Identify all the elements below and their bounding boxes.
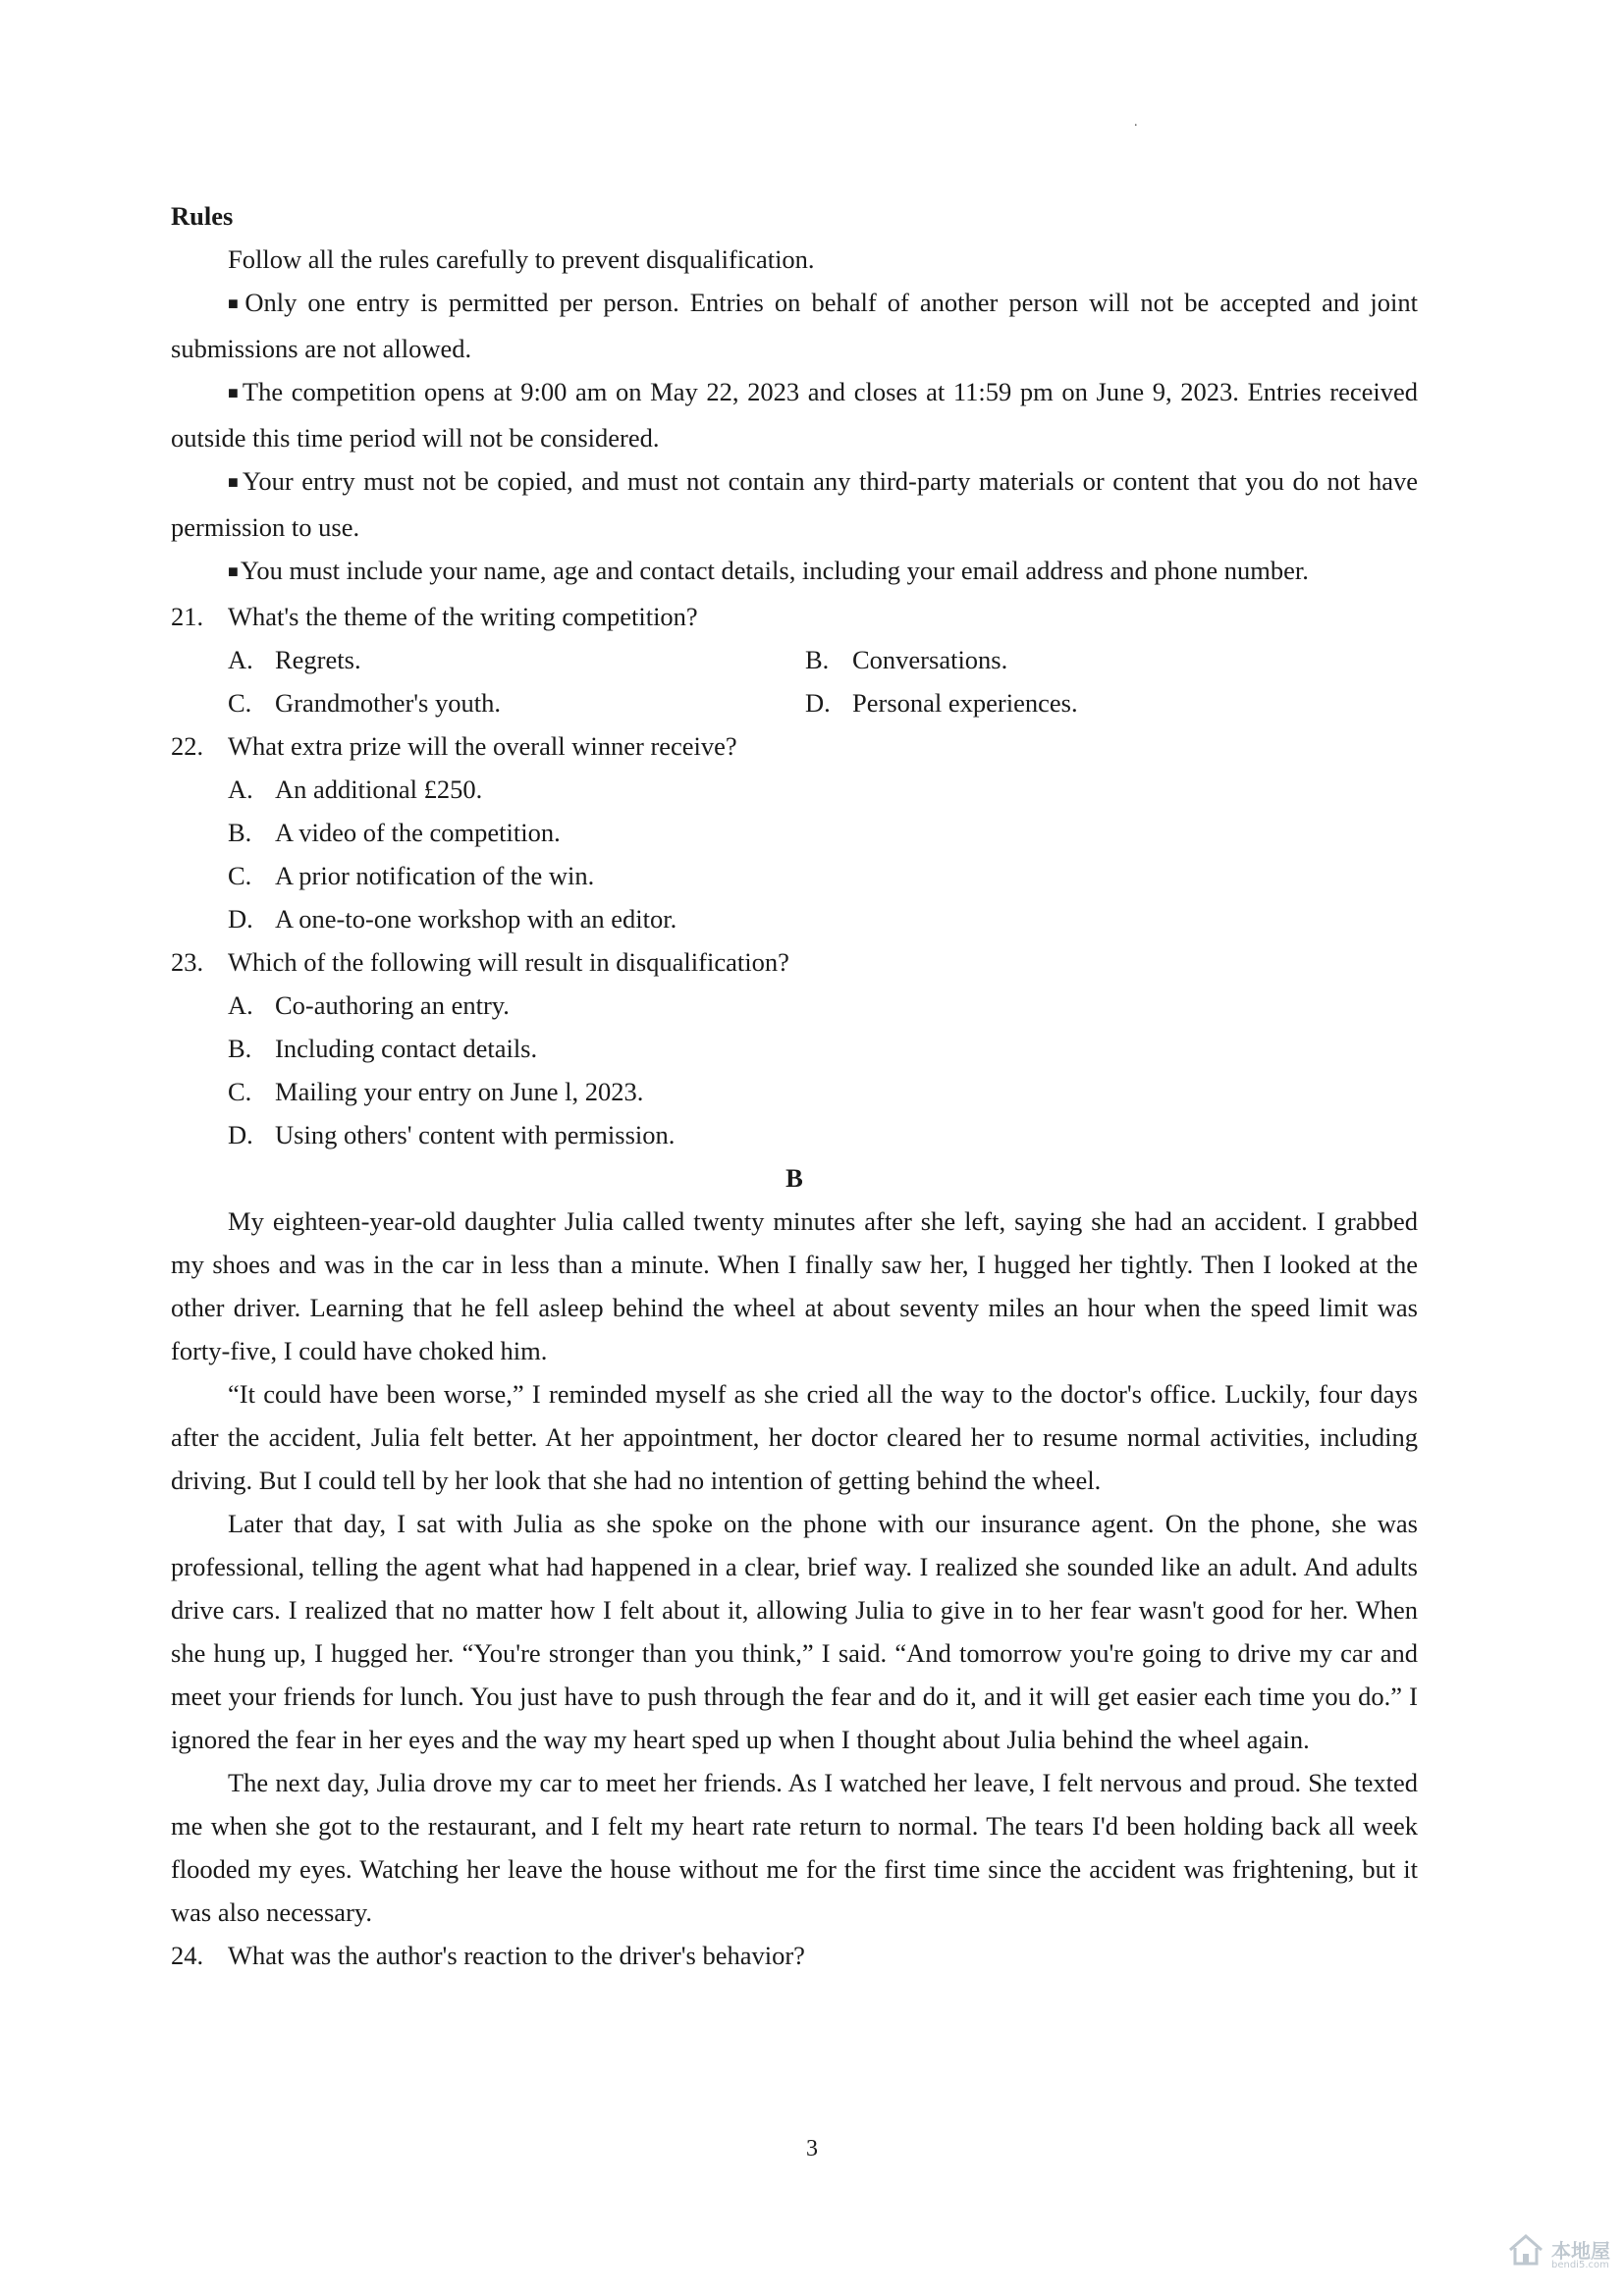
watermark-subtitle: bendi5.com: [1551, 2259, 1609, 2270]
question-number: 22.: [171, 731, 204, 761]
section-heading: B: [785, 1163, 803, 1193]
option-b: B. Including contact details.: [228, 1034, 538, 1063]
option-b: B. A video of the competition.: [228, 818, 561, 847]
option-a: A. An additional £250.: [228, 774, 483, 804]
option-a: A. Regrets.: [228, 645, 361, 674]
rule-item: ■ Only one entry is permitted per person. Entries on behalf of another person will not be accepted and joint submissions are not allowed.: [171, 281, 1418, 370]
page-number: 3: [806, 2136, 818, 2162]
question-21-options: [171, 638, 1418, 724]
passage-paragraph: “It could have been worse,” I reminded myself as she cried all the way to the doctor's office. Luckily, four days after the accident, Julia felt better. At her appointment, her doctor cleared her to resume normal activities, including driving. But I could tell by her look that she had no intention of getting behind the wheel.: [171, 1379, 1418, 1495]
question-21: [171, 595, 1418, 638]
option-c: C. Grandmother's youth.: [228, 688, 501, 718]
question-23: [171, 940, 1418, 984]
option-b: B. Conversations.: [805, 645, 1008, 674]
option-c: C. A prior notification of the win.: [228, 861, 595, 890]
option-c: C. Mailing your entry on June l, 2023.: [228, 1077, 644, 1106]
question-text: What was the author's reaction to the driver's behavior?: [228, 1941, 805, 1970]
question-number: 24.: [171, 1941, 204, 1970]
page-content: [171, 194, 1418, 1977]
rules-heading: Rules: [171, 201, 234, 231]
watermark: [1506, 2230, 1610, 2282]
option-d: D. Personal experiences.: [805, 688, 1078, 718]
passage-paragraph: My eighteen-year-old daughter Julia called twenty minutes after she left, saying she had an accident. I grabbed my shoes and was in the car in less than a minute. When I finally saw her, I hugged her tightly. Then I looked at the other driver. Learning that he fell asleep behind the wheel at about seventy miles an hour when the speed limit was forty-five, I could have choked him.: [171, 1206, 1418, 1365]
question-text: Which of the following will result in disqualification?: [228, 947, 789, 977]
question-24: [171, 1934, 1418, 1977]
rules-intro: Follow all the rules carefully to prevent disqualification.: [228, 244, 815, 274]
question-text: What extra prize will the overall winner receive?: [228, 731, 737, 761]
question-number: 23.: [171, 947, 204, 977]
passage-paragraph: The next day, Julia drove my car to meet her friends. As I watched her leave, I felt nervous and proud. She texted me when she got to the restaurant, and I felt my heart rate return to normal. The tears I'd been holding back all week flooded my eyes. Watching her leave the house without me for the first time since the accident was frightening, but it was also necessary.: [171, 1768, 1418, 1927]
rule-item: ■ Your entry must not be copied, and must not contain any third-party materials or content that you do not have permission to use.: [171, 459, 1418, 549]
rule-item: ■ You must include your name, age and contact details, including your email address and phone number.: [171, 549, 1418, 595]
question-number: 21.: [171, 602, 204, 631]
option-a: A. Co-authoring an entry.: [228, 990, 510, 1020]
top-mark: .: [1134, 115, 1138, 130]
passage-paragraph: Later that day, I sat with Julia as she spoke on the phone with our insurance agent. On the phone, she was professional, telling the agent what had happened in a clear, brief way. I realized she sounded like an adult. And adults drive cars. I realized that no matter how I felt about it, allowing Julia to give in to her fear wasn't good for her. When she hung up, I hugged her. “You're stronger than you think,” I said. “And tomorrow you're going to drive my car and meet your friends for lunch. You just have to push through the fear and do it, and it will get easier each time you do.” I ignored the fear in her eyes and the way my heart sped up when I thought about Julia behind the wheel again.: [171, 1509, 1418, 1754]
watermark-title: 本地屋: [1551, 2238, 1610, 2263]
house-icon: [1506, 2230, 1545, 2282]
rule-item: ■ The competition opens at 9:00 am on May 22, 2023 and closes at 11:59 pm on June 9, 2023. Entries received outside this time period will not be considered.: [171, 370, 1418, 459]
question-22: [171, 724, 1418, 768]
question-text: What's the theme of the writing competition?: [228, 602, 698, 631]
option-d: D. Using others' content with permission.: [228, 1120, 676, 1149]
option-d: D. A one-to-one workshop with an editor.: [228, 904, 677, 934]
